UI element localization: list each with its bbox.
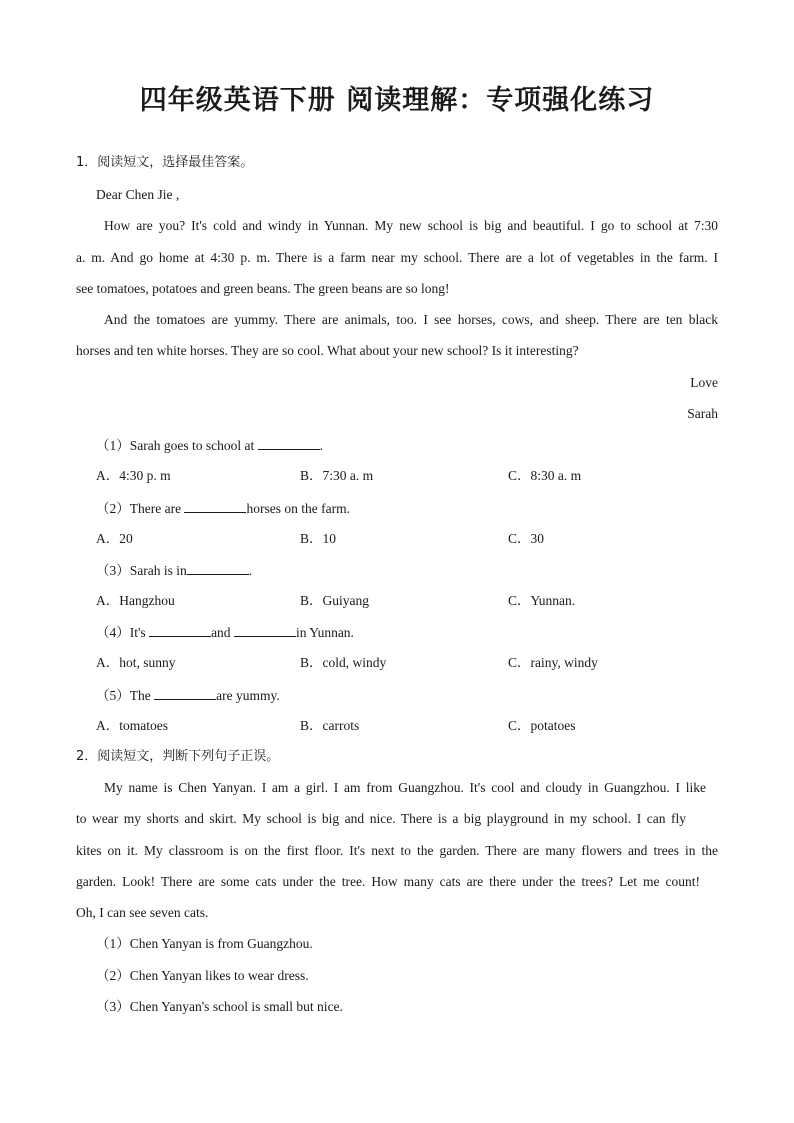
letter-closing: Love bbox=[690, 375, 718, 390]
question-text: （1）Sarah goes to school at bbox=[96, 438, 258, 453]
question-text: （5）The bbox=[96, 688, 155, 703]
question-text: （2）There are bbox=[96, 501, 185, 516]
statement-3: （3）Chen Yanyan's school is small but nice. bbox=[96, 999, 343, 1014]
letter-salutation: Dear Chen Jie , bbox=[96, 187, 180, 202]
answer-blank[interactable] bbox=[234, 622, 296, 637]
option-b[interactable]: B．7:30 a. m bbox=[300, 468, 374, 483]
option-a[interactable]: A．hot, sunny bbox=[96, 655, 176, 670]
option-a[interactable]: A．tomatoes bbox=[96, 718, 168, 733]
question-text: and bbox=[211, 625, 234, 640]
passage-2-line: garden. Look! There are some cats under the tree. How many cats are there under the trees? Let me count! bbox=[76, 874, 700, 889]
question-text: . bbox=[319, 438, 323, 453]
statement-1: （1）Chen Yanyan is from Guangzhou. bbox=[96, 936, 313, 951]
passage-1-line: horses and ten white horses. They are so cool. What about your new school? Is it interesting? bbox=[76, 343, 579, 358]
answer-blank[interactable] bbox=[184, 498, 246, 513]
question-text: （3）Sarah is in bbox=[96, 563, 187, 578]
page-title: 四年级英语下册 阅读理解：专项强化练习 bbox=[139, 85, 655, 116]
option-c[interactable]: C．rainy, windy bbox=[508, 655, 598, 670]
sub-question-3 bbox=[96, 560, 252, 581]
question-text: in Yunnan. bbox=[295, 625, 354, 640]
letter-signature: Sarah bbox=[687, 406, 718, 421]
sub-question-1 bbox=[96, 435, 323, 456]
answer-blank[interactable] bbox=[258, 435, 320, 450]
question-1-heading: 1．阅读短文，选择最佳答案。 bbox=[76, 155, 254, 170]
option-a[interactable]: A．4:30 p. m bbox=[96, 468, 171, 483]
answer-blank[interactable] bbox=[149, 622, 211, 637]
passage-2-line: My name is Chen Yanyan. I am a girl. I am from Guangzhou. It's cool and cloudy in Guangzhou. I like bbox=[104, 780, 706, 795]
question-2-heading: 2．阅读短文，判断下列句子正误。 bbox=[76, 749, 280, 764]
option-b[interactable]: B．10 bbox=[300, 531, 337, 546]
answer-blank[interactable] bbox=[154, 685, 216, 700]
passage-1-line: a. m. And go home at 4:30 p. m. There is a farm near my school. There are a lot of vegetables in the farm. I bbox=[76, 250, 718, 265]
sub-question-2 bbox=[96, 498, 350, 519]
option-b[interactable]: B．carrots bbox=[300, 718, 360, 733]
answer-blank[interactable] bbox=[187, 560, 249, 575]
option-b[interactable]: B．cold, windy bbox=[300, 655, 387, 670]
option-a[interactable]: A．20 bbox=[96, 531, 133, 546]
question-text: . bbox=[248, 563, 253, 578]
question-text: horses on the farm. bbox=[246, 501, 350, 516]
passage-1-line: And the tomatoes are yummy. There are animals, too. I see horses, cows, and sheep. There are ten black bbox=[104, 312, 718, 327]
option-c[interactable]: C．potatoes bbox=[508, 718, 576, 733]
passage-2-line: to wear my shorts and skirt. My school is big and nice. There is a big playground in my school. I can fly bbox=[76, 811, 686, 826]
passage-2-line: kites on it. My classroom is on the first floor. It's next to the garden. There are many flowers and trees in the bbox=[76, 843, 718, 858]
option-c[interactable]: C．8:30 a. m bbox=[508, 468, 582, 483]
sub-question-5 bbox=[96, 685, 280, 706]
option-c[interactable]: C．Yunnan. bbox=[508, 593, 576, 608]
passage-2-line: Oh, I can see seven cats. bbox=[76, 905, 209, 920]
option-a[interactable]: A．Hangzhou bbox=[96, 593, 175, 608]
option-b[interactable]: B．Guiyang bbox=[300, 593, 369, 608]
option-c[interactable]: C．30 bbox=[508, 531, 545, 546]
question-text: （4）It's bbox=[96, 625, 150, 640]
question-text: are yummy. bbox=[216, 688, 280, 703]
passage-1-line: see tomatoes, potatoes and green beans. The green beans are so long! bbox=[76, 281, 450, 296]
statement-2: （2）Chen Yanyan likes to wear dress. bbox=[96, 968, 309, 983]
sub-question-4 bbox=[96, 622, 354, 643]
passage-1-line: How are you? It's cold and windy in Yunnan. My new school is big and beautiful. I go to school at 7:30 bbox=[104, 218, 718, 233]
